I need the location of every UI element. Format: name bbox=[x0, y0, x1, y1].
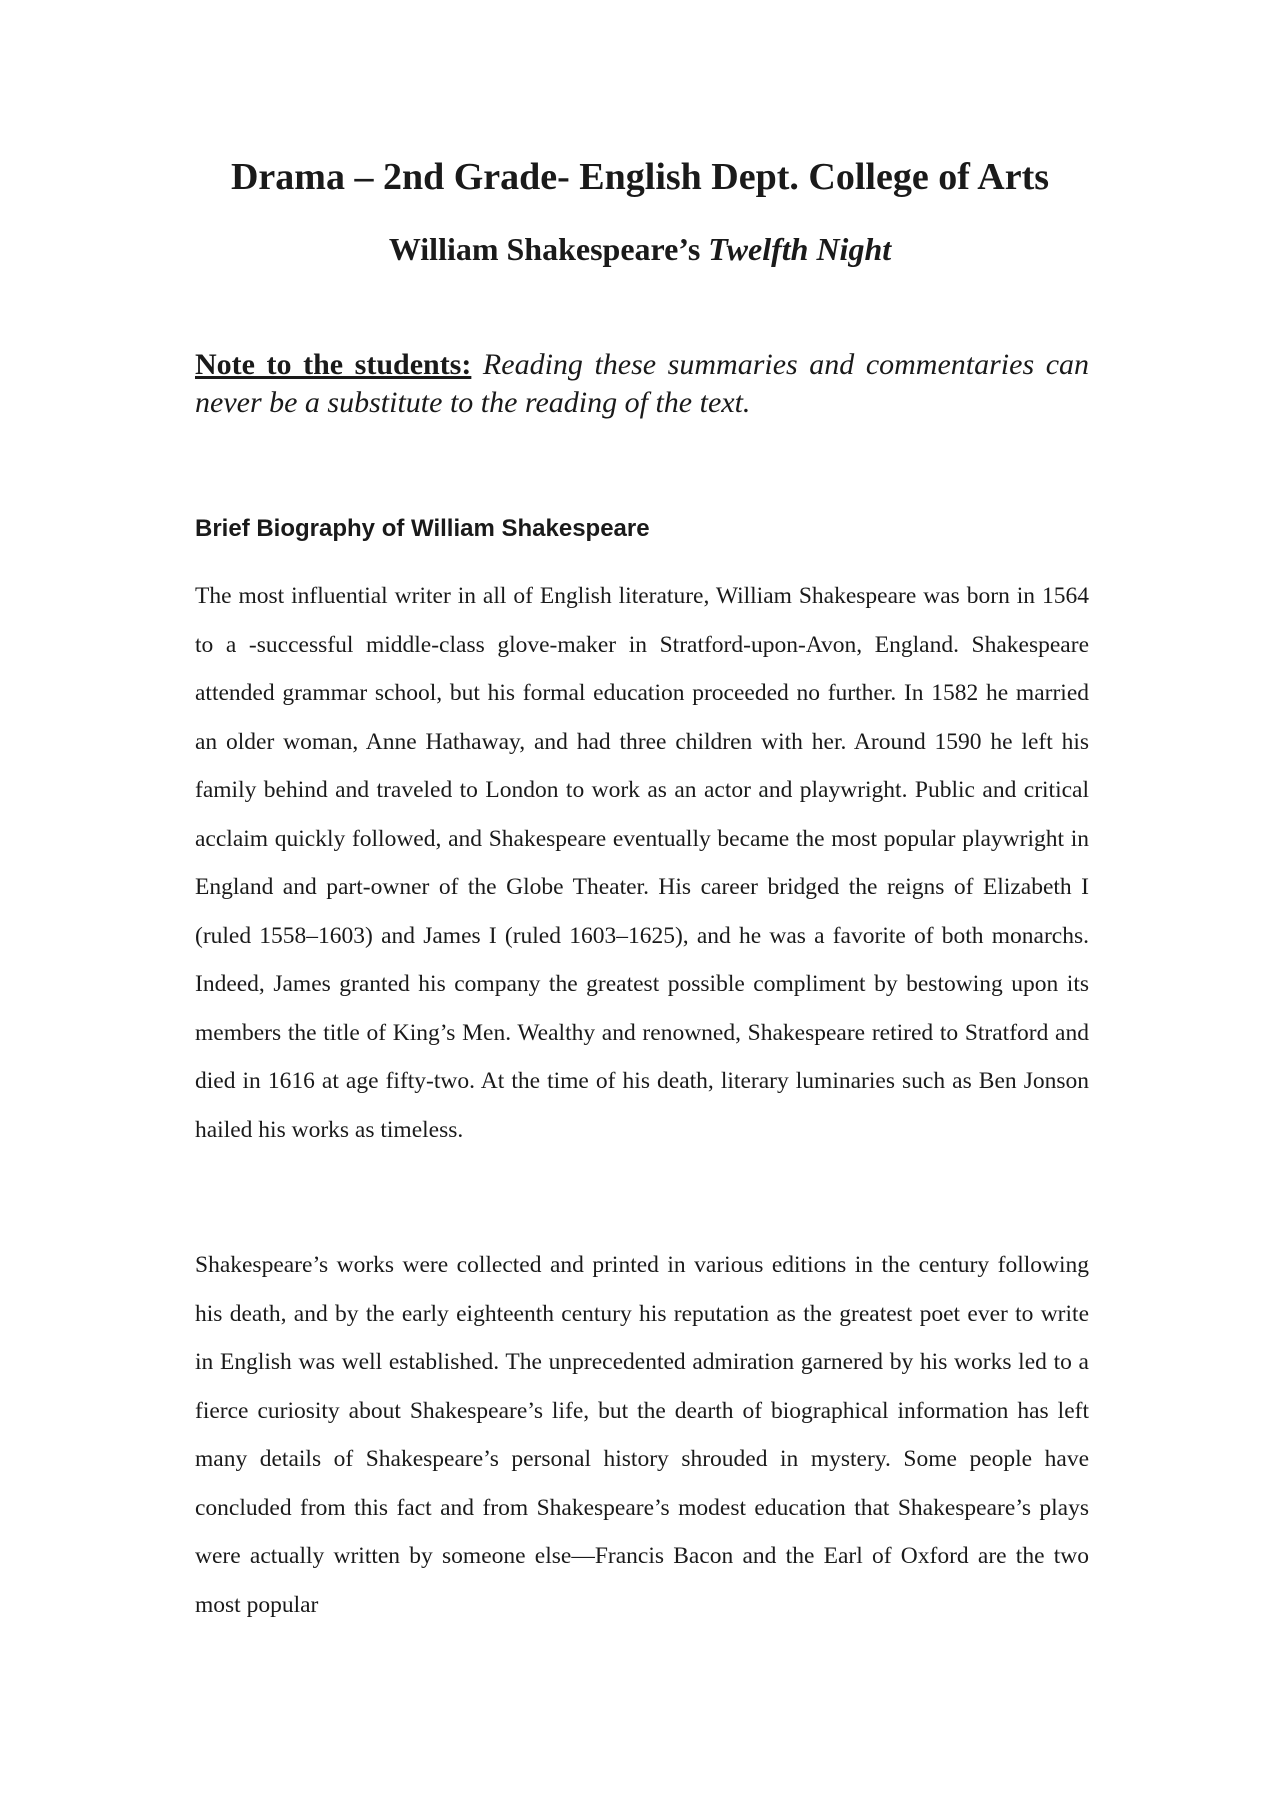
note-text: Reading these summaries and commentaries can never be a substitute to the reading of the text. bbox=[195, 348, 1090, 419]
biography-paragraph-2: Shakespeare’s works were collected and printed in various editions in the century following his death, and by the early eighteenth century his reputation as the greatest poet ever to write in English was well established. The unprecedented admiration garnered by his works led to a fierce curiosity about Shakespeare’s life, but the dearth of biographical information has left many details of Shakespeare’s personal history shrouded in mystery. Some people have concluded from this fact and from Shakespeare’s modest education that Shakespeare’s plays were actually written by someone else—Francis Bacon and the Earl of Oxford are the two most popular bbox=[195, 1252, 1089, 1618]
section-heading-biography: Brief Biography of William Shakespeare bbox=[195, 515, 650, 542]
note-label: Note to the students: bbox=[195, 348, 472, 381]
biography-paragraph-1: The most influential writer in all of English literature, William Shakespeare was born in 1564 to a -successful middle-class glove-maker in Stratford-upon-Avon, England. Shakespeare attended grammar school, but his formal education proceeded no further. In 1582 he married an older woman, Anne Hathaway, and had three children with her. Around 1590 he left his family behind and traveled to London to work as an actor and playwright. Public and critical acclaim quickly followed, and Shakespeare eventually became the most popular playwright in England and part-owner of the Globe Theater. His career bridged the reigns of Elizabeth I (ruled 1558–1603) and James I (ruled 1603–1625), and he was a favorite of both monarchs. Indeed, James granted his company the greatest possible compliment by bestowing upon its members the title of King’s Men. Wealthy and renowned, Shakespeare retired to Stratford and died in 1616 at age fifty-two. At the time of his death, literary luminaries such as Ben Jonson hailed his works as timeless. bbox=[195, 583, 1089, 1143]
subtitle-author: William Shakespeare’s bbox=[388, 231, 709, 267]
subtitle-play-title: Twelfth Night bbox=[708, 231, 892, 267]
document-subtitle bbox=[0, 228, 1280, 270]
document-title: Drama – 2nd Grade- English Dept. College of Arts bbox=[230, 156, 1050, 198]
note-to-students bbox=[195, 346, 1089, 422]
